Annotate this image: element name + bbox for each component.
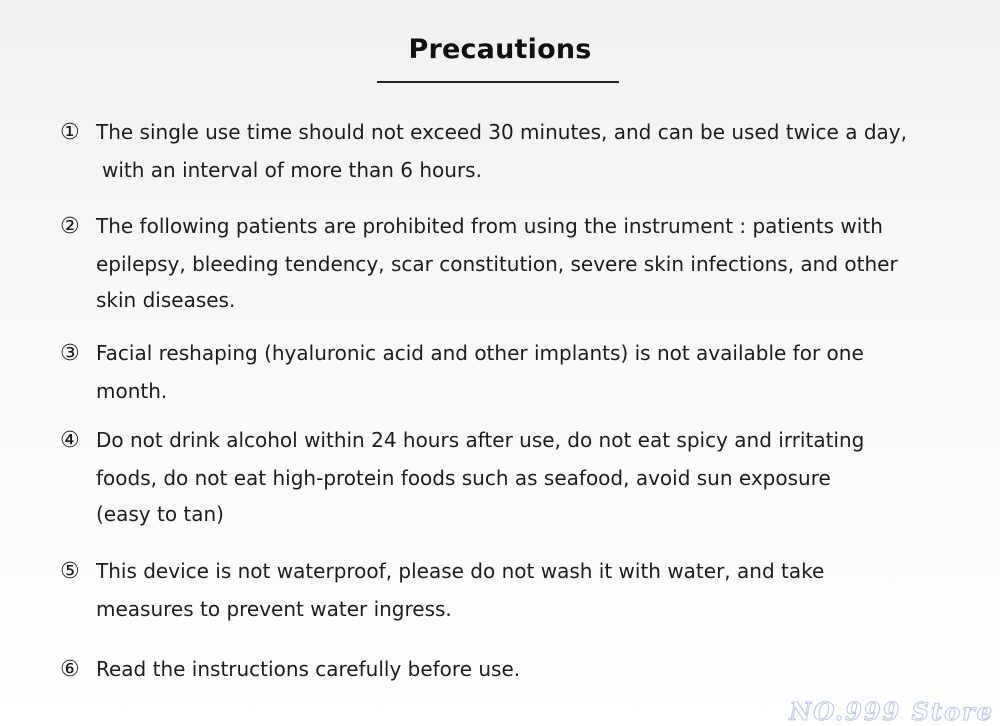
precaution-item-5 xyxy=(60,553,940,627)
item-line: The single use time should not exceed 30 minutes, and can be used twice a day, xyxy=(96,120,907,144)
item-line: (easy to tan) xyxy=(96,502,224,526)
item-line: This device is not waterproof, please do not wash it with water, and take xyxy=(96,559,825,583)
item-line: Read the instructions carefully before use. xyxy=(96,657,521,681)
precaution-item-6 xyxy=(60,651,940,689)
item-line: measures to prevent water ingress. xyxy=(96,596,452,621)
item-number: ④ xyxy=(60,428,80,453)
item-line: Do not drink alcohol within 24 hours after use, do not eat spicy and irritating xyxy=(96,428,865,452)
item-line: skin diseases. xyxy=(96,288,236,312)
store-watermark: NO.999 Store xyxy=(789,697,994,726)
item-line: Facial reshaping (hyaluronic acid and other implants) is not available for one xyxy=(96,341,864,365)
title-underline xyxy=(377,81,619,83)
item-number: ② xyxy=(60,214,80,239)
item-number: ③ xyxy=(60,341,80,366)
item-number: ⑥ xyxy=(60,657,80,682)
precaution-item-1 xyxy=(60,114,940,188)
item-number: ① xyxy=(60,120,80,145)
precaution-item-2 xyxy=(60,208,940,319)
item-line: with an interval of more than 6 hours. xyxy=(102,157,482,182)
item-number: ⑤ xyxy=(60,559,80,584)
page-title: Precautions xyxy=(408,34,592,65)
precaution-item-4 xyxy=(60,422,940,533)
item-line: The following patients are prohibited from using the instrument : patients with xyxy=(96,214,883,238)
item-line: month. xyxy=(96,378,168,403)
item-line: foods, do not eat high-protein foods such as seafood, avoid sun exposure xyxy=(96,465,831,490)
item-line: epilepsy, bleeding tendency, scar constitution, severe skin infections, and other xyxy=(96,251,898,276)
precaution-item-3 xyxy=(60,335,940,409)
